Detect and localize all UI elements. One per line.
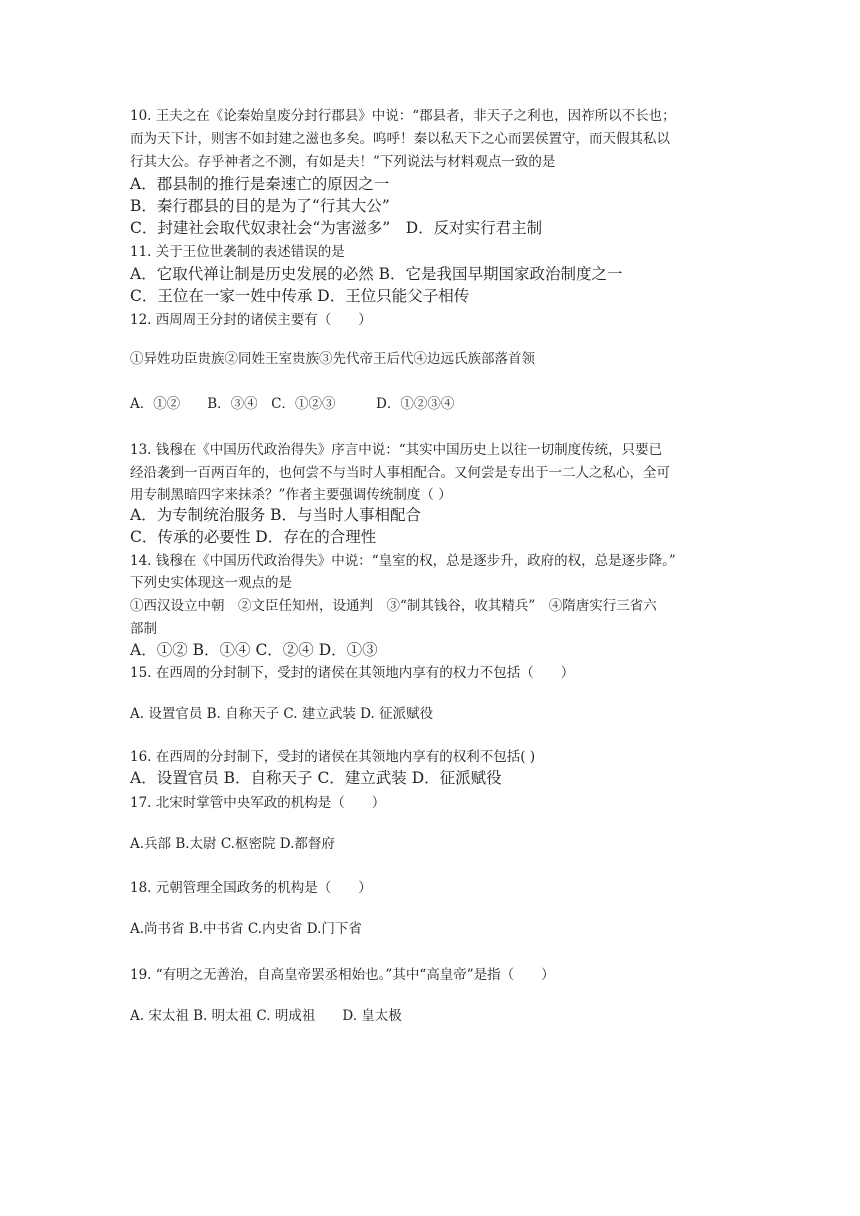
q10-stem-line1: 10. 王夫之在《论秦始皇废分封行郡县》中说：“郡县者，非天子之利也，因祚所以不长也； xyxy=(130,108,676,124)
q13-option-cd: C．传承的必要性 D．存在的合理性 xyxy=(130,528,377,546)
q19-stem: 19. “有明之无善治，自高皇帝罢丞相始也。”其中“高皇帝”是指（ ） xyxy=(130,967,555,983)
q10-option-a: A．郡县制的推行是秦速亡的原因之一 xyxy=(130,175,390,193)
q10-stem-line2: 而为天下计，则害不如封建之滋也多矣。呜呼！秦以私天下之心而罢侯置守，而天假其私以 xyxy=(130,131,670,147)
q13-stem-line1: 13. 钱穆在《中国历代政治得失》序言中说：“其实中国历史上以往一切制度传统，只要已 xyxy=(130,442,663,458)
q18-options: A.尚书省 B.中书省 C.内史省 D.门下省 xyxy=(130,921,362,937)
q12-items: ①异姓功臣贵族②同姓王室贵族③先代帝王后代④边远氏族部落首领 xyxy=(130,351,535,367)
q10-option-cd: C．封建社会取代奴隶社会“为害滋多” D．反对实行君主制 xyxy=(130,219,543,237)
q10-stem-line3: 行其大公。存乎神者之不测，有如是夫！”下列说法与材料观点一致的是 xyxy=(130,154,556,170)
q11-option-cd: C．王位在一家一姓中传承 D．王位只能父子相传 xyxy=(130,287,470,305)
q13-stem-line2: 经沿袭到一百两百年的，也何尝不与当时人事相配合。又何尝是专出于一二人之私心，全可 xyxy=(130,465,670,481)
q17-options: A.兵部 B.太尉 C.枢密院 D.都督府 xyxy=(130,836,335,852)
q14-stem-line4: 部制 xyxy=(130,621,157,637)
q14-options: A．①② B．①④ C．②④ D．①③ xyxy=(130,641,378,659)
q14-stem-line2: 下列史实体现这一观点的是 xyxy=(130,575,292,591)
q14-stem-line1: 14. 钱穆在《中国历代政治得失》中说：“皇室的权，总是逐步升，政府的权，总是逐步降。” xyxy=(130,553,676,569)
q17-stem: 17. 北宋时掌管中央军政的机构是（ ） xyxy=(130,795,386,811)
q12-options: A．①② B．③④ C．①②③ D．①②③④ xyxy=(130,396,455,412)
q12-stem: 12. 西周周王分封的诸侯主要有（ ） xyxy=(130,312,372,328)
q11-option-ab: A．它取代禅让制是历史发展的必然 B．它是我国早期国家政治制度之一 xyxy=(130,265,623,283)
q13-option-ab: A．为专制统治服务 B．与当时人事相配合 xyxy=(130,506,422,524)
q11-stem: 11. 关于王位世袭制的表述错误的是 xyxy=(130,244,345,260)
q10-option-b: B．秦行郡县的目的是为了“行其大公” xyxy=(130,197,390,215)
q16-options: A．设置官员 B．自称天子 C．建立武装 D．征派赋役 xyxy=(130,769,502,787)
q14-stem-line3: ①西汉设立中朝 ②文臣任知州，设通判 ③“制其钱谷，收其精兵” ④隋唐实行三省六 xyxy=(130,598,657,614)
q15-stem: 15. 在西周的分封制下，受封的诸侯在其领地内享有的权力不包括（ ） xyxy=(130,665,575,681)
q19-options: A. 宋太祖 B. 明太祖 C. 明成祖 D. 皇太极 xyxy=(130,1008,402,1024)
q16-stem: 16. 在西周的分封制下，受封的诸侯在其领地内享有的权利不包括( ) xyxy=(130,749,536,765)
q18-stem: 18. 元朝管理全国政务的机构是（ ） xyxy=(130,880,372,896)
q15-options: A. 设置官员 B. 自称天子 C. 建立武装 D. 征派赋役 xyxy=(130,706,434,722)
q13-stem-line3: 用专制黑暗四字来抹杀？”作者主要强调传统制度（ ） xyxy=(130,487,452,503)
